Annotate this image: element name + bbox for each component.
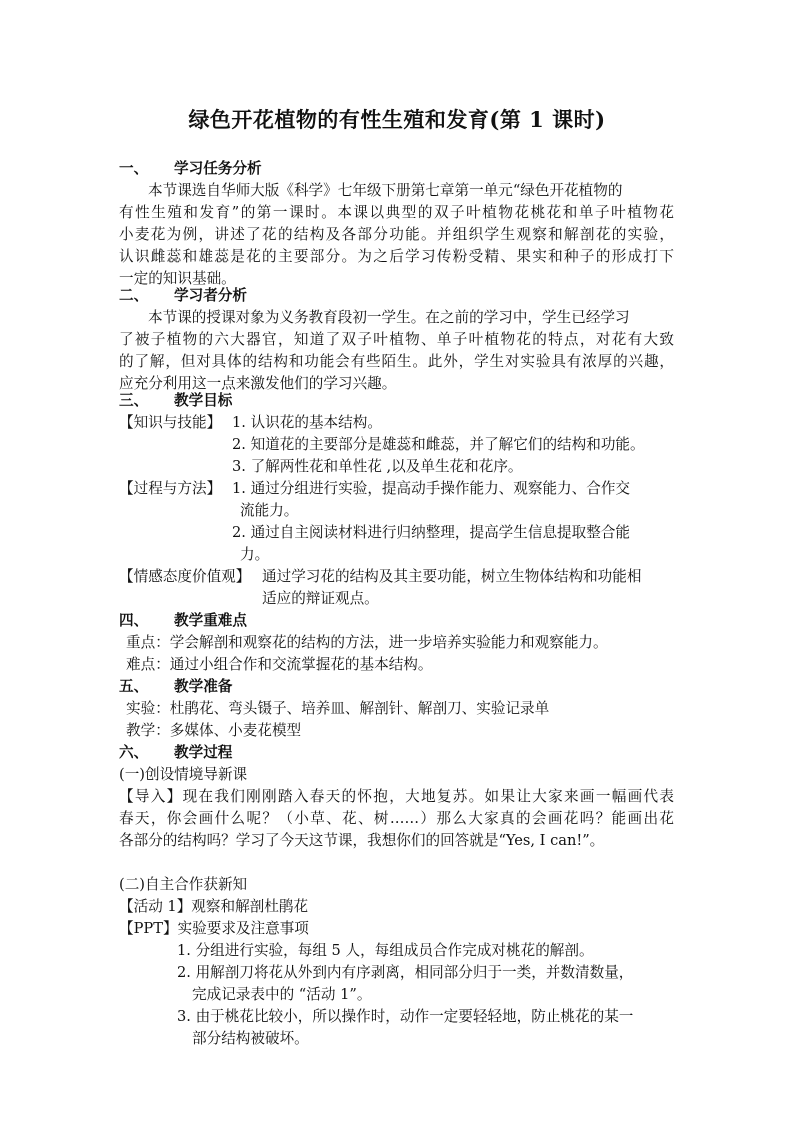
objective-knowledge-label: 【知识与技能】: [119, 414, 222, 431]
activity-title: 【活动 1】观察和解剖杜鹃花: [119, 898, 309, 915]
paragraph-line: 各部分的结构吗？学习了今天这节课，我想你们的回答就是“Yes, I can!”。: [119, 832, 605, 849]
section-number: 五、: [119, 678, 149, 695]
paragraph-line: 的了解，但对具体的结构和功能会有些陌生。此外，学生对实验具有浓厚的兴趣，: [119, 353, 674, 370]
paragraph-line: 本节课的授课对象为义务教育段初一学生。在之前的学习中，学生已经学习: [148, 309, 630, 326]
difficult-point: 难点：通过小组合作和交流掌握花的基本结构。: [126, 656, 433, 673]
objective-emotion-label: 【情感态度价值观】: [119, 568, 251, 585]
section-title: 学习任务分析: [174, 160, 262, 177]
page-title: 绿色开花植物的有性生殖和发育(第 1 课时): [188, 107, 606, 132]
objective-item: 3. 了解两性花和单性花 ,以及单生花和花序。: [232, 458, 523, 475]
objective-item: 1. 通过分组进行实验，提高动手操作能力、观察能力、合作交: [232, 480, 631, 497]
section-number: 一、: [119, 160, 149, 177]
paragraph-line: 有性生殖和发育”的第一课时。本课以典型的双子叶植物花桃花和单子叶植物花: [119, 204, 674, 221]
paragraph-line: 认识雌蕊和雄蕊是花的主要部分。为之后学习传粉受精、果实和种子的形成打下: [119, 248, 674, 265]
subsection-heading: (一)创设情境导新课: [119, 766, 248, 783]
objective-process-label: 【过程与方法】: [119, 480, 222, 497]
section-heading-5: [119, 676, 232, 698]
paragraph-line: 本节课选自华师大版《科学》七年级下册第七章第一单元“绿色开花植物的: [148, 182, 623, 199]
section-heading-3: [119, 390, 232, 412]
section-title: 教学准备: [174, 678, 233, 695]
paragraph-line: 了被子植物的六大器官，知道了双子叶植物、单子叶植物花的特点，对花有大致: [119, 331, 674, 348]
paragraph-line: 小麦花为例，讲述了花的结构及各部分功能。并组织学生观察和解剖花的实验，: [119, 226, 674, 243]
key-point: 重点：学会解剖和观察花的结构的方法，进一步培养实验能力和观察能力。: [126, 634, 608, 651]
requirement-item: 2. 用解剖刀将花从外到内有序剥离，相同部分归于一类，并数清数量，: [177, 964, 634, 981]
section-number: 三、: [119, 392, 149, 409]
section-number: 二、: [119, 287, 149, 304]
subsection-heading: (二)自主合作获新知: [119, 876, 248, 893]
section-title: 教学过程: [174, 744, 233, 761]
requirement-item-cont: 部分结构被破坏。: [192, 1030, 309, 1047]
objective-item: 2. 通过自主阅读材料进行归纳整理，提高学生信息提取整合能: [232, 524, 631, 541]
paragraph-line: 应充分利用这一点来激发他们的学习兴趣。: [119, 375, 397, 392]
section-heading-2: [119, 285, 247, 307]
section-title: 教学重难点: [174, 612, 247, 629]
preparation-experiment: 实验：杜鹃花、弯头镊子、培养皿、解剖针、解剖刀、实验记录单: [126, 700, 550, 717]
objective-item-cont: 力。: [240, 546, 270, 563]
ppt-title: 【PPT】实验要求及注意事项: [119, 920, 309, 937]
requirement-item: 3. 由于桃花比较小，所以操作时，动作一定要轻轻地，防止桃花的某一: [177, 1008, 634, 1025]
section-heading-4: [119, 610, 247, 632]
objective-item-cont: 适应的辩证观点。: [262, 590, 379, 607]
objective-item: 1. 认识花的基本结构。: [232, 414, 382, 431]
paragraph-line: 一定的知识基础。: [119, 270, 236, 287]
paragraph-line: 【导入】现在我们刚刚踏入春天的怀抱，大地复苏。如果让大家来画一幅画代表: [119, 788, 674, 805]
section-title: 学习者分析: [174, 287, 247, 304]
section-title: 教学目标: [174, 392, 233, 409]
requirement-item: 1. 分组进行实验，每组 5 人，每组成员合作完成对桃花的解剖。: [177, 942, 594, 959]
objective-item-cont: 流能力。: [240, 502, 299, 519]
paragraph-line: 春天，你会画什么呢？（小草、花、树……）那么大家真的会画花吗？能画出花: [119, 810, 674, 827]
preparation-teaching: 教学：多媒体、小麦花模型: [126, 722, 302, 739]
section-number: 六、: [119, 744, 149, 761]
section-number: 四、: [119, 612, 149, 629]
requirement-item-cont: 完成记录表中的 “活动 1”。: [192, 986, 372, 1003]
objective-item: 通过学习花的结构及其主要功能，树立生物体结构和功能相: [262, 568, 642, 585]
section-heading-1: [119, 158, 262, 180]
objective-item: 2. 知道花的主要部分是雄蕊和雌蕊，并了解它们的结构和功能。: [232, 436, 645, 453]
section-heading-6: [119, 742, 232, 764]
